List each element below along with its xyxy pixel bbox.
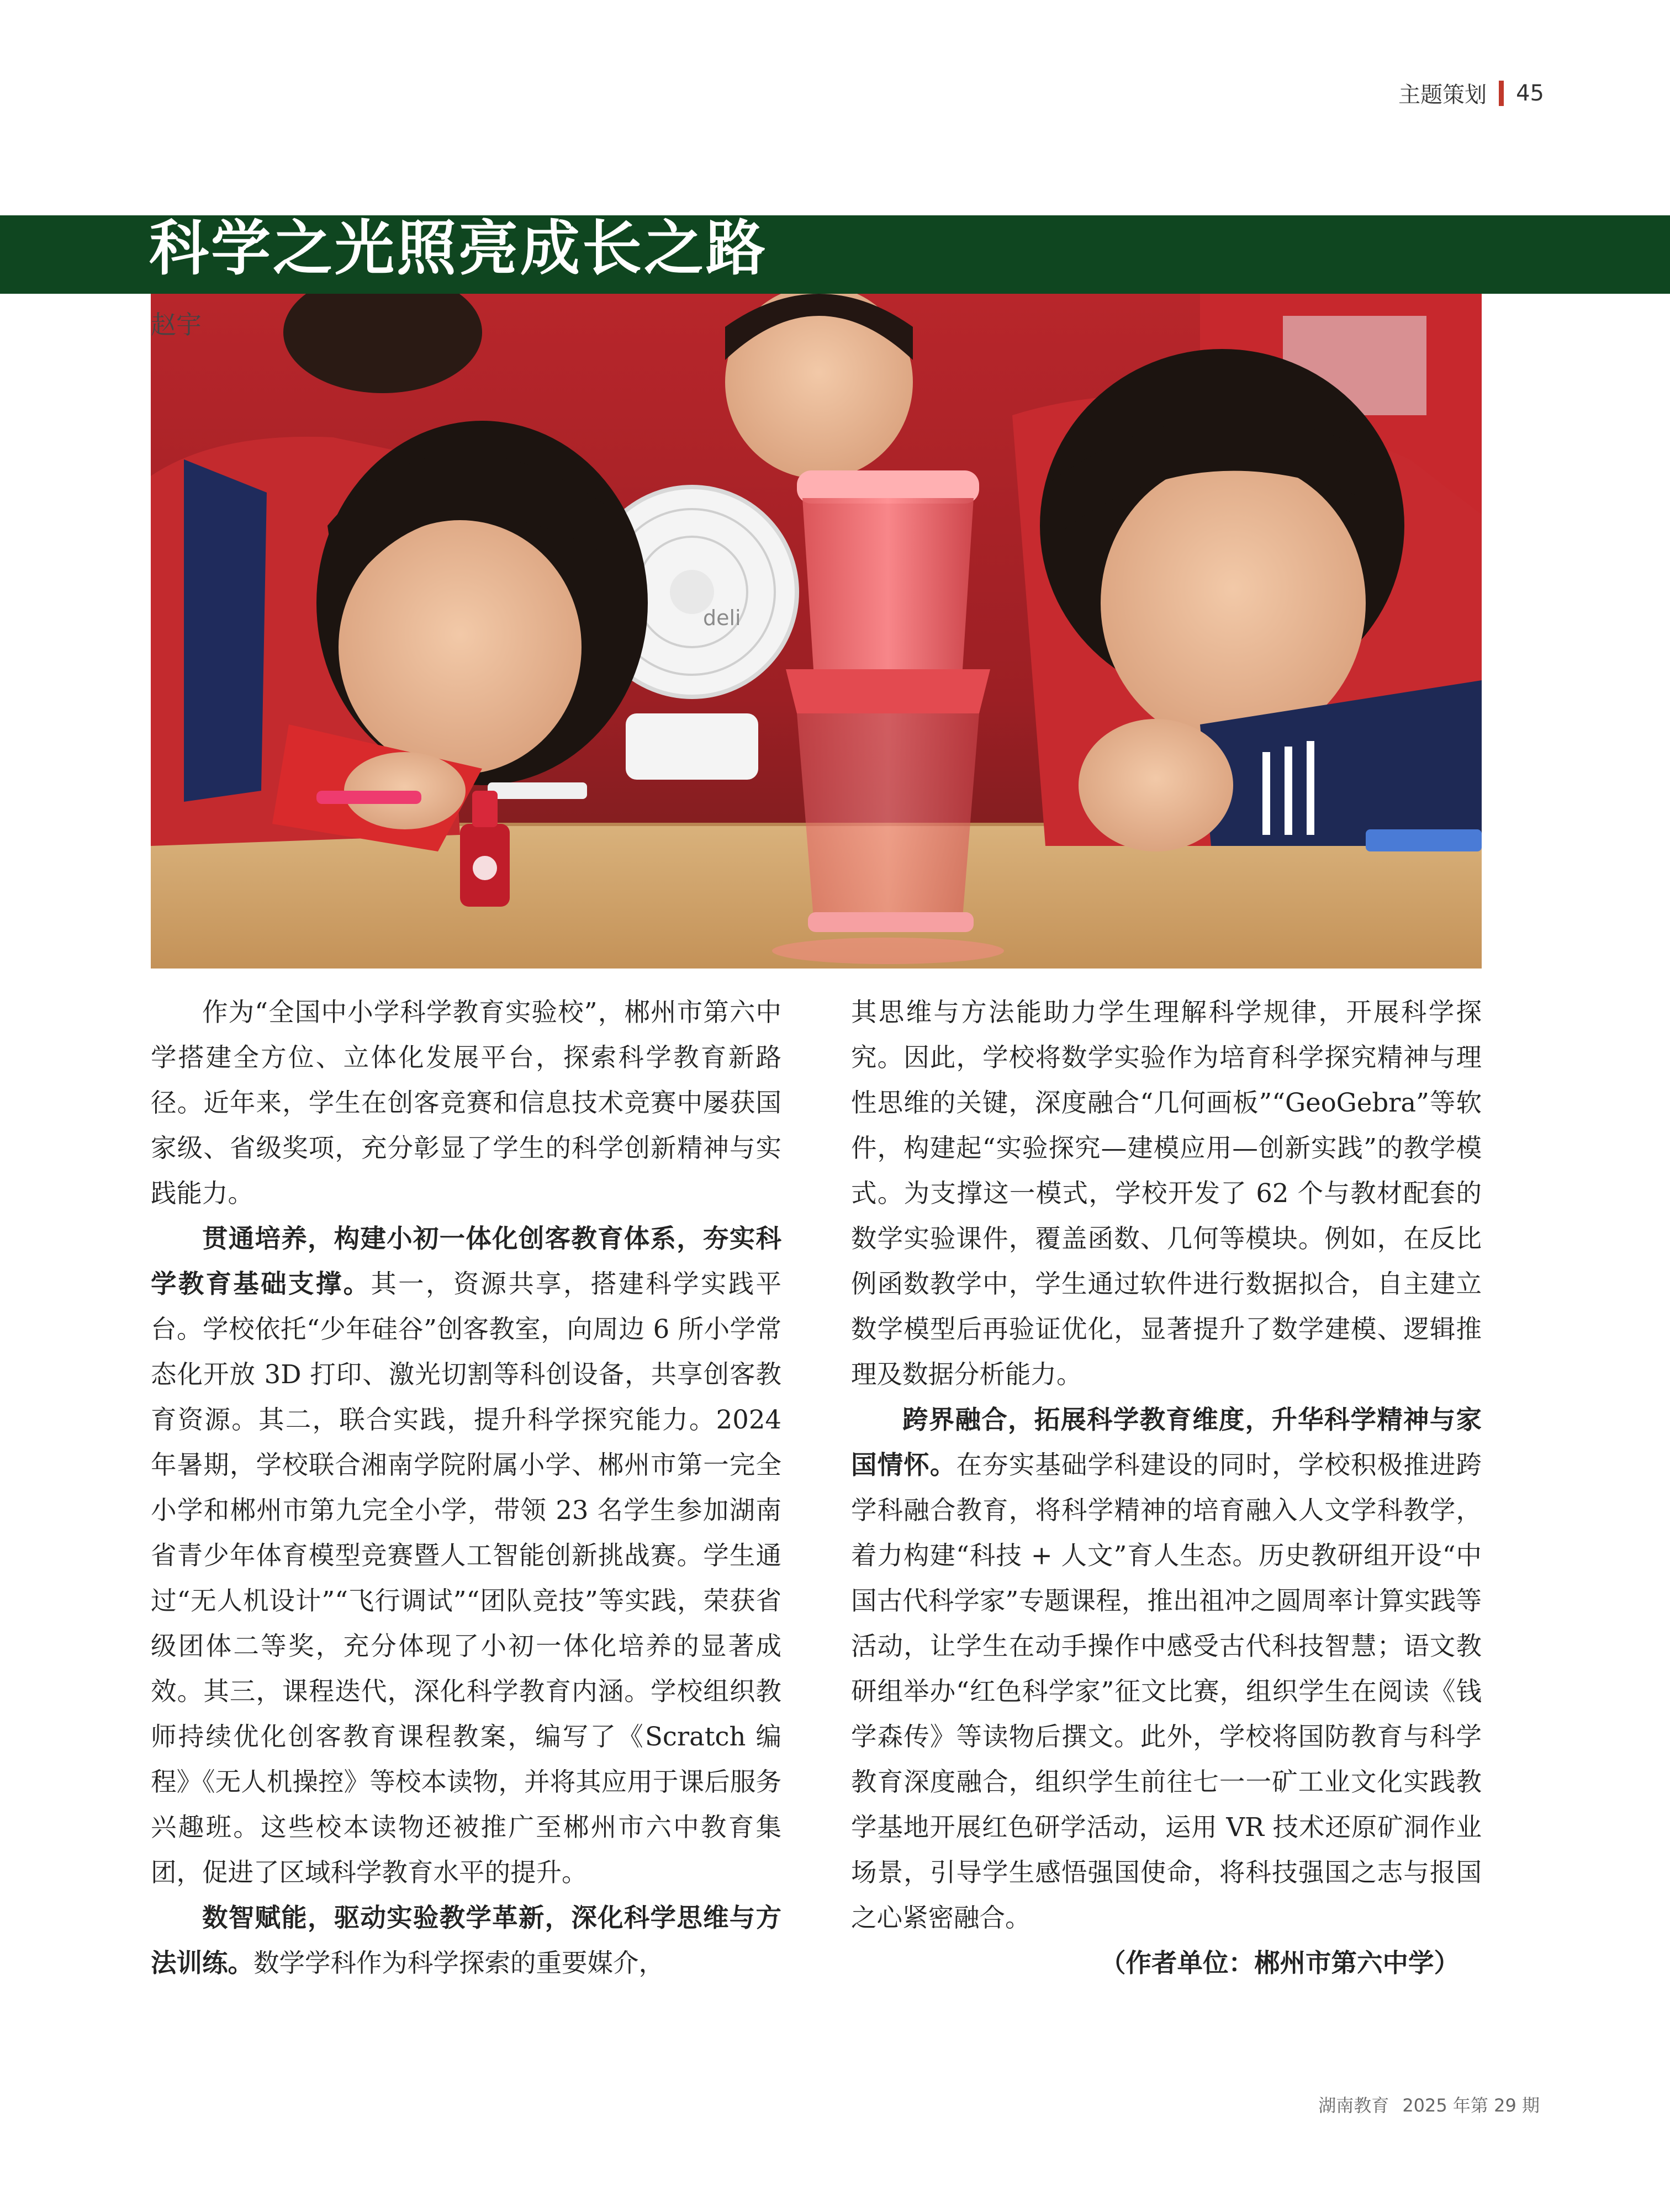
paragraph-lead: 数智赋能，驱动实验教学革新，深化科学思维与方法训练。 [151,1903,781,1978]
paragraph-text: 其思维与方法能助力学生理解科学规律，开展科学探究。因此，学校将数学实验作为培育科学探究精神与理性思维的关键，深度融合“几何画板”“GeoGebra”等软件，构建起“实验探究—建模应用—创新实践”的教学模式。为支撑这一模式，学校开发了 62 个与教材配套的数学实验课件，覆盖函数、几何等模块。例如，在反比例函数教学中，学生通过软件进行数据拟合，自主建立数学模型后再验证优化，显著提升了数学建模、逻辑推理及数据分析能力。 [851,997,1482,1389]
left-column [151,989,781,1986]
paragraph-lead: 贯通培养，构建小初一体化创客教育体系，夯实科学教育基础支撑。 [151,1224,781,1299]
article-author: 赵宇 [151,310,202,340]
paragraph [151,989,781,1216]
right-column [851,989,1482,1986]
running-header [1398,77,1544,109]
author-affiliation: （作者单位：郴州市第六中学） [1100,1948,1460,1978]
paragraph-lead: 跨界融合，拓展科学教育维度，升华科学精神与家国情怀。 [851,1405,1482,1480]
magazine-name: 湖南教育 [1318,2095,1389,2116]
article-title: 科学之光照亮成长之路 [149,214,768,283]
fan-brand-label: deli [703,606,741,630]
paragraph [151,1895,781,1986]
issue-number: 2025 年第 29 期 [1402,2095,1540,2116]
article-photo [151,294,1482,969]
section-name: 主题策划 [1398,82,1487,108]
header-divider [1499,81,1504,106]
paragraph-text: 其一，资源共享，搭建科学实践平台。学校依托“少年硅谷”创客教室，向周边 6 所小学常态化开放 3D 打印、激光切割等科创设备，共享创客教育资源。其二，联合实践，提升科学探究能力。2024 年暑期，学校联合湘南学院附属小学、郴州市第一完全小学和郴州市第九完全小学，带领 23 名学生参加湖南省青少年体育模型竞赛暨人工智能创新挑战赛。学生通过“无人机设计”“飞行调试”“团队竞技”等实践，荣获省级团体二等奖，充分体现了小初一体化培养的显著成效。其三，课程迭代，深化科学教育内涵。学校组织教师持续优化创客教育课程教案，编写了《Scratch 编程》《无人机操控》等校本读物，并将其应用于课后服务兴趣班。这些校本读物还被推广至郴州市六中教育集团，促进了区域科学教育水平的提升。 [151,1269,782,1887]
page-footer [1318,2092,1540,2117]
paragraph [151,1216,781,1895]
paragraph [851,1397,1482,1940]
paragraph-text: 作为“全国中小学科学教育实验校”，郴州市第六中学搭建全方位、立体化发展平台，探索科学教育新路径。近年来，学生在创客竞赛和信息技术竞赛中屡获国家级、省级奖项，充分彰显了学生的科学创新精神与实践能力。 [151,997,781,1208]
paragraph-text: 数学学科作为科学探索的重要媒介， [253,1948,664,1978]
paragraph-text: 在夯实基础学科建设的同时，学校积极推进跨学科融合教育，将科学精神的培育融入人文学科教学，着力构建“科技 + 人文”育人生态。历史教研组开设“中国古代科学家”专题课程，推出祖冲之圆周率计算实践等活动，让学生在动手操作中感受古代科技智慧；语文教研组举办“红色科学家”征文比赛，组织学生在阅读《钱学森传》等读物后撰文。此外，学校将国防教育与科学教育深度融合，组织学生前往七一一矿工业文化实践教学基地开展红色研学活动，运用 VR 技术还原矿洞作业场景，引导学生感悟强国使命，将科技强国之志与报国之心紧密融合。 [851,1450,1482,1933]
page-number: 45 [1516,80,1544,106]
paragraph [851,989,1482,1397]
